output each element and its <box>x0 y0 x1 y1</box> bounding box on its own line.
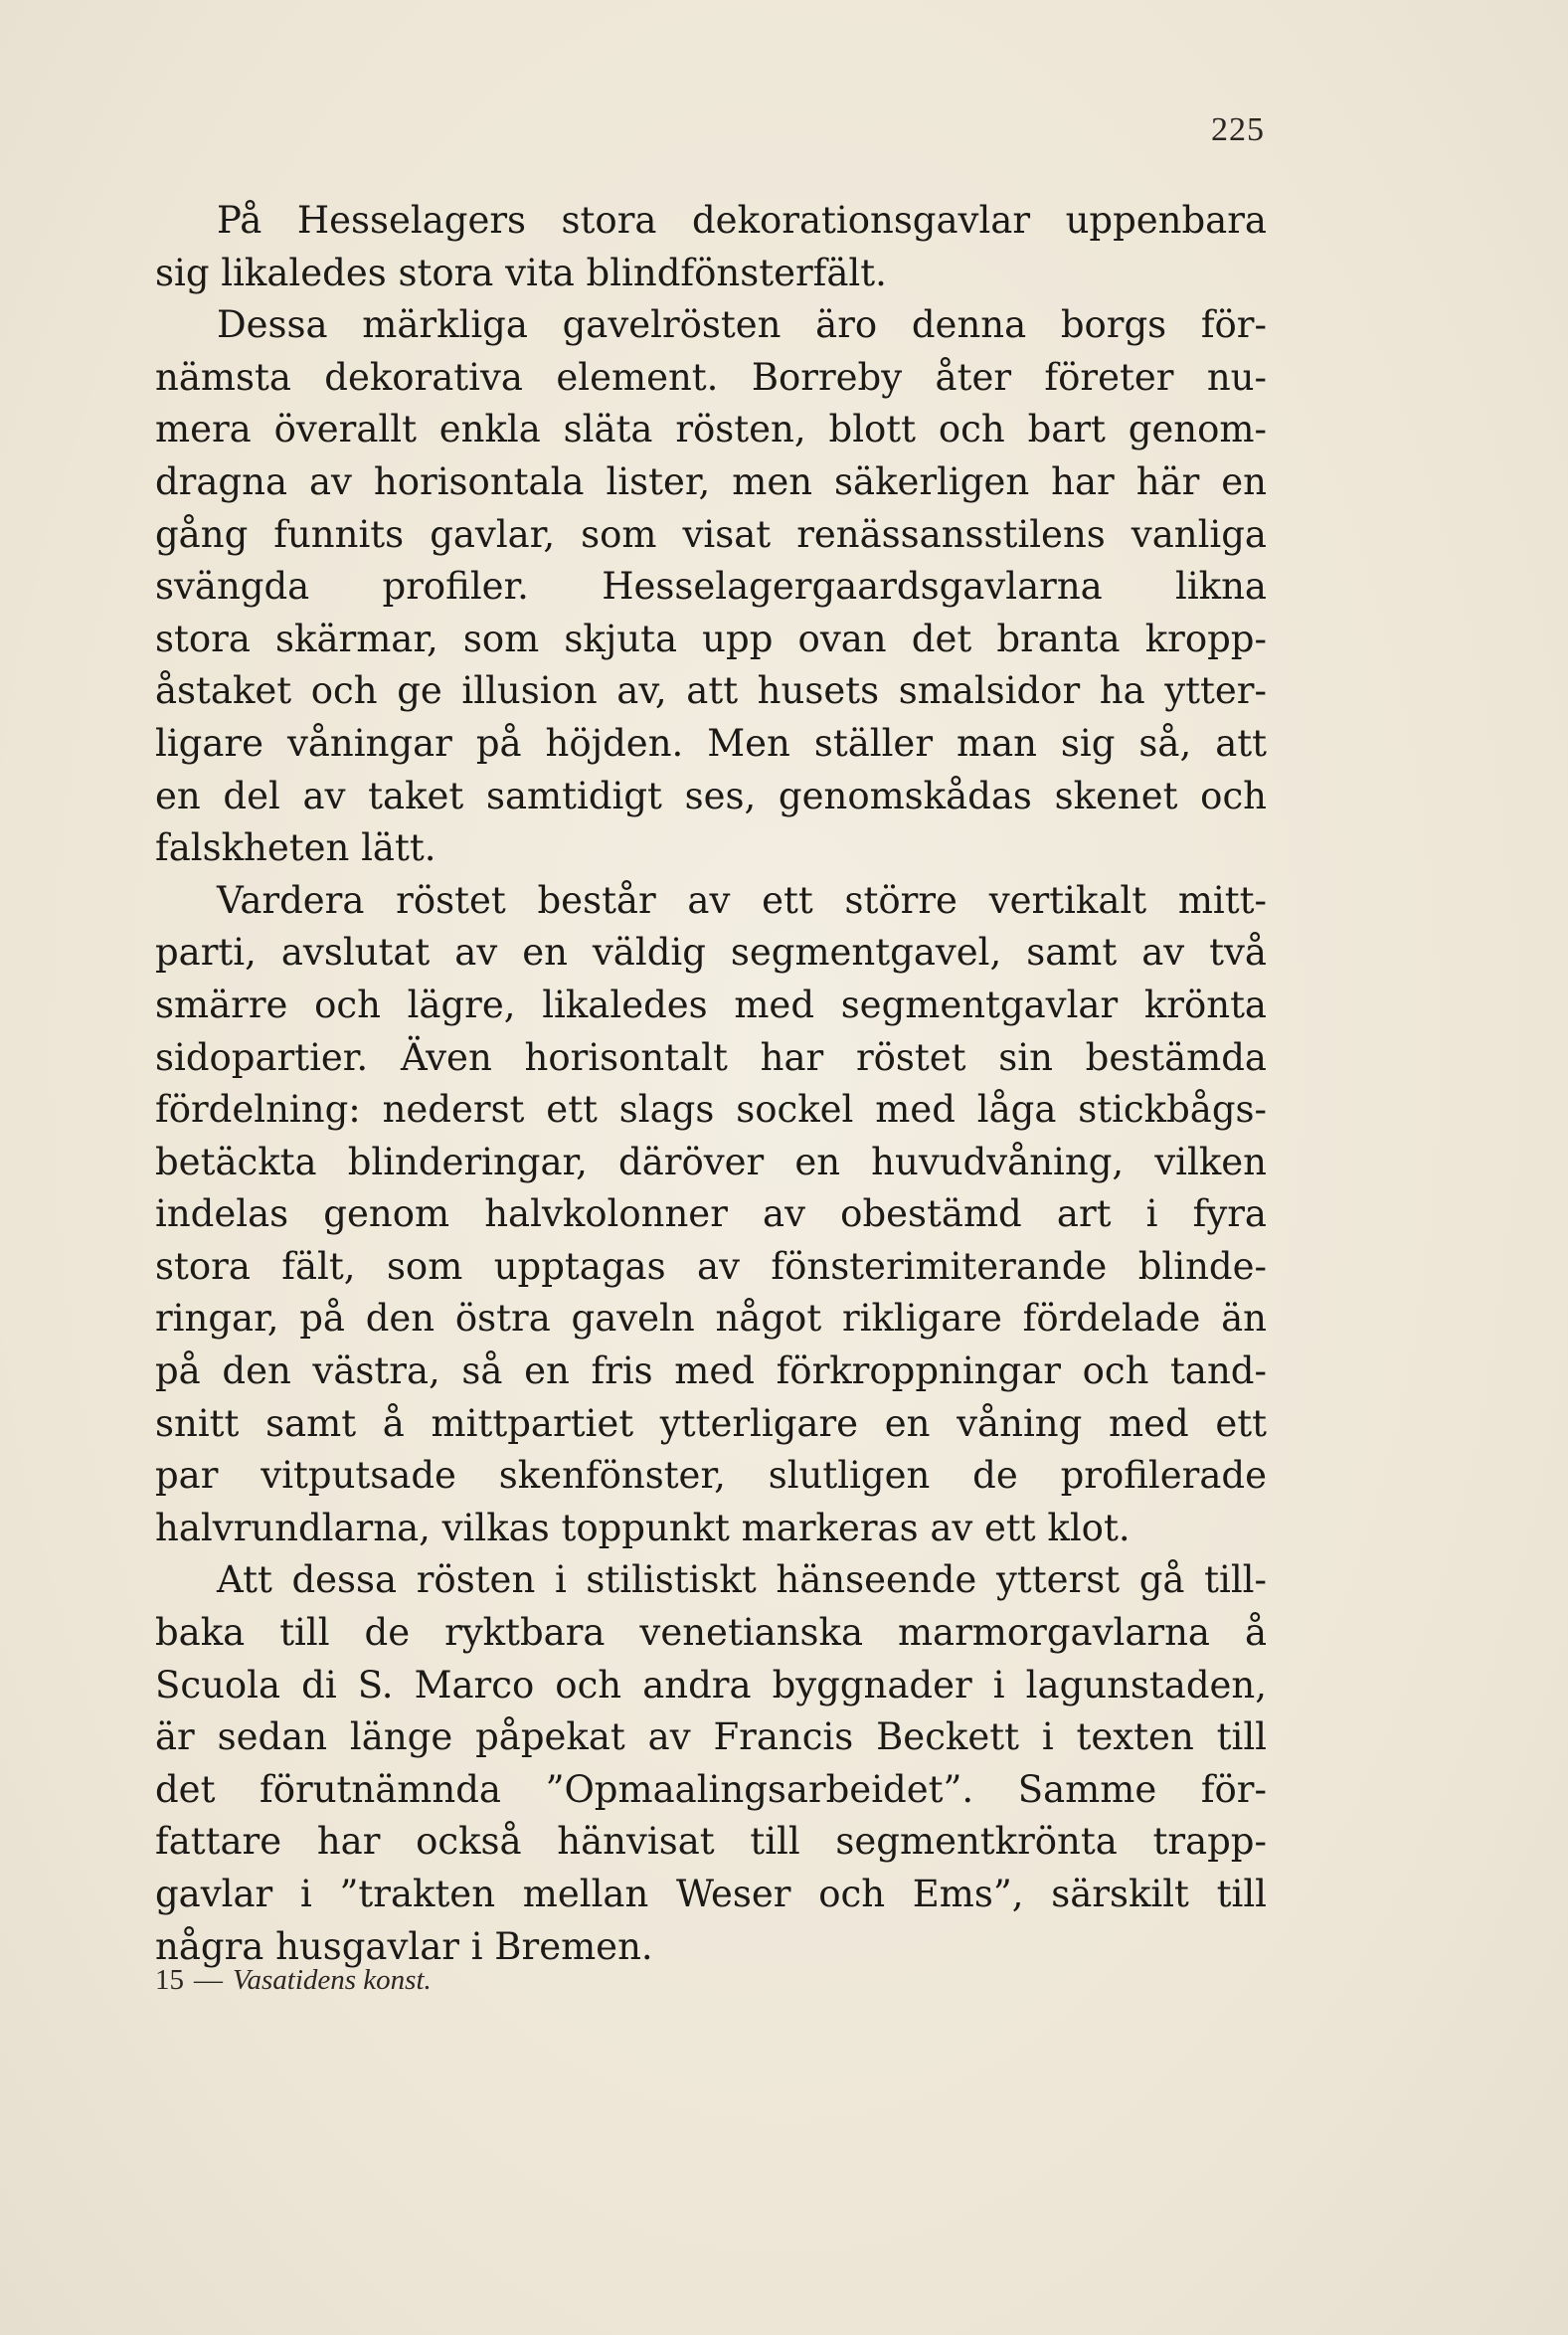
paragraph-2-cont <box>155 456 1267 509</box>
paragraph-3-cont <box>155 1450 1267 1503</box>
text-line: På Hesselagers stora dekorationsgavlar uppenbara <box>217 199 1267 242</box>
body-text <box>155 195 1267 1973</box>
paragraph-3-cont <box>155 1032 1267 1085</box>
paragraph-1 <box>155 195 1267 248</box>
text-line: ringar, på den östra gaveln något rikligare fördelade än <box>155 1297 1267 1341</box>
paragraph-3 <box>155 875 1267 928</box>
text-line: en del av taket samtidigt ses, genomskådas skenet och <box>155 774 1267 817</box>
text-line: svängda profiler. Hesselagergaardsgavlarna likna <box>155 565 1267 609</box>
page-number: 225 <box>1211 111 1265 148</box>
paragraph-2-cont <box>155 509 1267 562</box>
paragraph-3-cont <box>155 980 1267 1032</box>
text-line: mera överallt enkla släta rösten, blott och bart genom- <box>155 408 1267 451</box>
text-line: Vardera röstet består av ett större vertikalt mitt- <box>217 878 1267 922</box>
text-line: parti, avslutat av en väldig segmentgavel, samt av två <box>155 931 1267 975</box>
text-line: det förutnämnda ”Opmaalingsarbeidet”. Samme för- <box>155 1767 1267 1811</box>
text-line: Scuola di S. Marco och andra byggnader i lagunstaden, <box>155 1663 1267 1706</box>
text-line: nämsta dekorativa element. Borreby åter företer nu- <box>155 355 1267 399</box>
text-line: sig likaledes stora vita blindfönsterfält. <box>155 251 887 294</box>
paragraph-3-cont <box>155 1188 1267 1241</box>
text-line: några husgavlar i Bremen. <box>155 1924 653 1968</box>
paragraph-2-cont <box>155 665 1267 718</box>
signature-number: 15 <box>155 1964 184 1996</box>
paragraph-4-cont <box>155 1711 1267 1764</box>
paragraph-3-cont <box>155 1137 1267 1189</box>
paragraph-2-cont <box>155 771 1267 823</box>
paragraph-4-cont <box>155 1869 1267 1921</box>
text-line: indelas genom halvkolonner av obestämd art i fyra <box>155 1192 1267 1236</box>
text-line: smärre och lägre, likaledes med segmentgavlar krönta <box>155 983 1267 1026</box>
paragraph-3-cont <box>155 1241 1267 1294</box>
book-title: Vasatidens konst. <box>233 1964 432 1996</box>
paragraph-2-cont <box>155 404 1267 456</box>
text-line: fördelning: nederst ett slags sockel med låga stickbågs- <box>155 1088 1267 1132</box>
paragraph-2-end <box>155 822 1267 875</box>
text-line: är sedan länge påpekat av Francis Beckett i texten till <box>155 1715 1267 1759</box>
text-line: sidopartier. Även horisontalt har röstet sin bestämda <box>155 1035 1267 1079</box>
paragraph-3-end <box>155 1503 1267 1555</box>
signature-footer <box>155 1964 432 1997</box>
paragraph-2 <box>155 299 1267 352</box>
text-line: falskheten lätt. <box>155 826 436 870</box>
text-line: par vitputsade skenfönster, slutligen de profilerade <box>155 1454 1267 1498</box>
paragraph-2-cont <box>155 561 1267 614</box>
paragraph-4-cont <box>155 1607 1267 1660</box>
text-line: stora fält, som upptagas av fönsterimiterande blinde- <box>155 1244 1267 1288</box>
text-line: stora skärmar, som skjuta upp ovan det branta kropp- <box>155 617 1267 660</box>
paragraph-3-cont <box>155 1293 1267 1346</box>
paragraph-3-cont <box>155 927 1267 980</box>
text-line: snitt samt å mittpartiet ytterligare en våning med ett <box>155 1401 1267 1445</box>
text-line: gång funnits gavlar, som visat renässansstilens vanliga <box>155 512 1267 556</box>
text-line: på den västra, så en fris med förkroppningar och tand- <box>155 1349 1267 1393</box>
paragraph-4 <box>155 1554 1267 1607</box>
text-line: Dessa märkliga gavelrösten äro denna borgs för- <box>217 303 1267 347</box>
text-line: gavlar i ”trakten mellan Weser och Ems”, särskilt till <box>155 1873 1267 1915</box>
text-line: baka till de ryktbara venetianska marmorgavlarna å <box>155 1611 1267 1655</box>
paragraph-4-cont <box>155 1764 1267 1817</box>
text-line: ligare våningar på höjden. Men ställer man sig så, att <box>155 721 1267 765</box>
paragraph-3-cont <box>155 1084 1267 1137</box>
text-line: betäckta blinderingar, däröver en huvudvåning, vilken <box>155 1140 1267 1183</box>
text-line: fattare har också hänvisat till segmentkrönta trapp- <box>155 1820 1267 1864</box>
paragraph-2-cont <box>155 614 1267 666</box>
paragraph-1-end <box>155 248 1267 300</box>
text-line: åstaket och ge illusion av, att husets smalsidor ha ytter- <box>155 669 1267 713</box>
text-line: halvrundlarna, vilkas toppunkt markeras av ett klot. <box>155 1506 1131 1549</box>
paragraph-3-cont <box>155 1398 1267 1451</box>
paragraph-3-cont <box>155 1346 1267 1398</box>
paragraph-4-cont <box>155 1816 1267 1869</box>
text-line: dragna av horisontala lister, men säkerligen har här en <box>155 459 1267 503</box>
paragraph-4-cont <box>155 1660 1267 1712</box>
paragraph-2-cont <box>155 352 1267 405</box>
text-line: Att dessa rösten i stilistiskt hänseende ytterst gå till- <box>217 1558 1267 1602</box>
signature-dash: — <box>194 1964 223 1996</box>
paragraph-2-cont <box>155 718 1267 771</box>
